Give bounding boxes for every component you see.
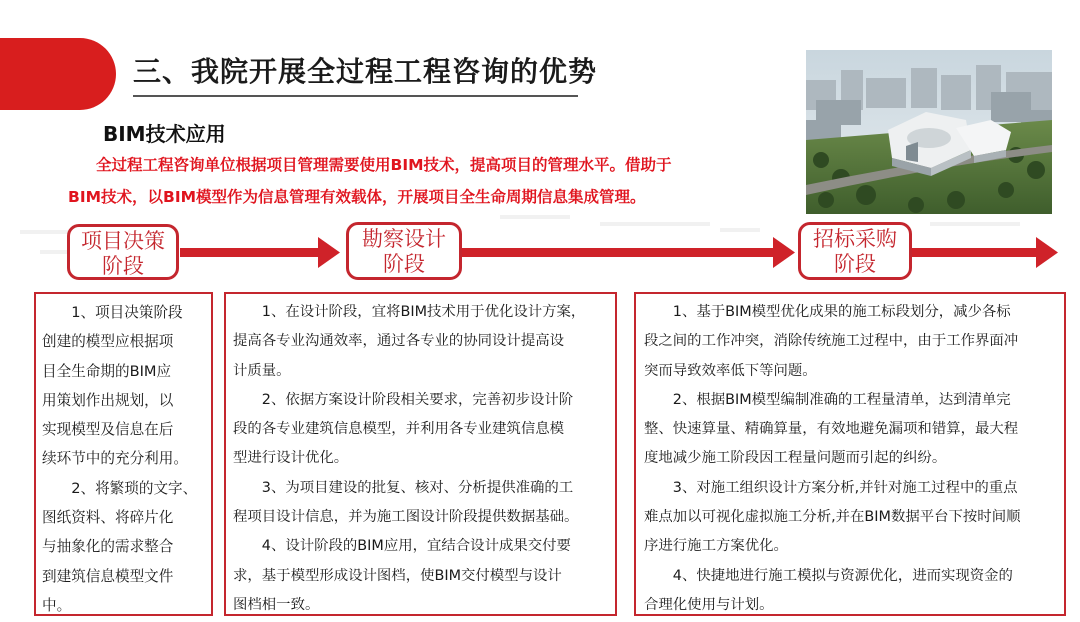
design-line: 段的各专业建筑信息模型，并利用各专业建筑信息模: [233, 421, 564, 438]
decision-line: 实现模型及信息在后: [42, 421, 174, 439]
design-line: 求，基于模型形成设计图档，使BIM交付模型与设计: [233, 567, 562, 584]
bidding-line: 1、基于BIM模型优化成果的施工标段划分，减少各标: [672, 304, 1011, 320]
title-accent-tab: [0, 38, 116, 110]
decision-line: 用策划作出规划，以: [42, 391, 174, 409]
bidding-line: 难点加以可视化虚拟施工分析,并在BIM数据平台下按时间顺: [644, 509, 1021, 526]
decision-line: 到建筑信息模型文件: [42, 567, 174, 585]
bidding-line: 4、快捷地进行施工模拟与资源优化，进而实现资金的: [672, 567, 1013, 584]
design-line: 4、设计阶段的BIM应用，宜结合设计成果交付要: [261, 538, 571, 555]
design-line: 图档相一致。: [233, 596, 320, 613]
phase-bidding-line2: 阶段: [834, 252, 876, 276]
decision-line: 续环节中的充分利用。: [42, 450, 188, 468]
design-line: 程项目设计信息，并为施工图设计阶段提供数据基础。: [233, 509, 579, 526]
bidding-line: 2、根据BIM模型编制准确的工程量清单，达到清单完: [672, 391, 1011, 408]
bidding-line: 整、快速算量、精确算量，有效地避免漏项和错算，最大程: [644, 421, 1019, 438]
phase-decision-line1: 项目决策: [81, 229, 165, 253]
bidding-line: 突而导致效率低下等问题。: [644, 362, 817, 379]
intro-text-line-1: 全过程工程咨询单位根据项目管理需要使用BIM技术，提高项目的管理水平。借助于: [96, 156, 672, 174]
phase-bidding: [798, 222, 912, 280]
bidding-line: 合理化使用与计划。: [644, 596, 774, 613]
phase-decision-line2: 阶段: [102, 254, 144, 278]
bidding-line: 段之间的工作冲突，消除传统施工过程中，由于工作界面冲: [644, 333, 1019, 350]
decision-line: 1、项目决策阶段: [71, 304, 183, 321]
design-line: 2、依据方案设计阶段相关要求，完善初步设计阶: [261, 391, 574, 408]
bidding-line: 序进行施工方案优化。: [644, 538, 788, 555]
decision-line: 中。: [42, 596, 72, 614]
bidding-phase-box: [634, 292, 1066, 616]
page-title: 三、我院开展全过程工程咨询的优势: [133, 55, 598, 88]
building-photo: [806, 50, 1052, 214]
design-line: 计质量。: [233, 362, 291, 379]
phase-design-line1: 勘察设计: [362, 227, 446, 251]
decision-line: 目全生命期的BIM应: [42, 362, 172, 380]
design-line: 型进行设计优化。: [233, 450, 349, 467]
decision-line: 创建的模型应根据项: [42, 333, 174, 351]
decision-phase-box: [34, 292, 213, 616]
intro-text-line-2: BIM技术，以BIM模型作为信息管理有效载体，开展项目全生命周期信息集成管理。: [68, 188, 646, 206]
design-line: 1、在设计阶段，宜将BIM技术用于优化设计方案，: [261, 304, 586, 320]
decision-line: 与抽象化的需求整合: [42, 538, 174, 556]
design-line: 提高各专业沟通效率，通过各专业的协同设计提高设: [233, 333, 564, 350]
section-subtitle: BIM技术应用: [103, 122, 226, 146]
bidding-line: 3、对施工组织设计方案分析,并针对施工过程中的重点: [672, 479, 1018, 496]
decision-line: 2、将繁琐的文字、: [71, 479, 198, 497]
design-line: 3、为项目建设的批复、核对、分析提供准确的工: [261, 479, 574, 496]
phase-design-line2: 阶段: [383, 252, 425, 276]
phase-design: [346, 222, 462, 280]
phase-bidding-line1: 招标采购: [813, 227, 897, 251]
bidding-line: 度地减少施工阶段因工程量问题而引起的纠纷。: [644, 450, 947, 467]
phase-decision: [67, 224, 179, 280]
design-phase-box: [224, 292, 617, 616]
title-underline: [133, 95, 578, 97]
decision-line: 图纸资料、将碎片化: [42, 509, 174, 527]
